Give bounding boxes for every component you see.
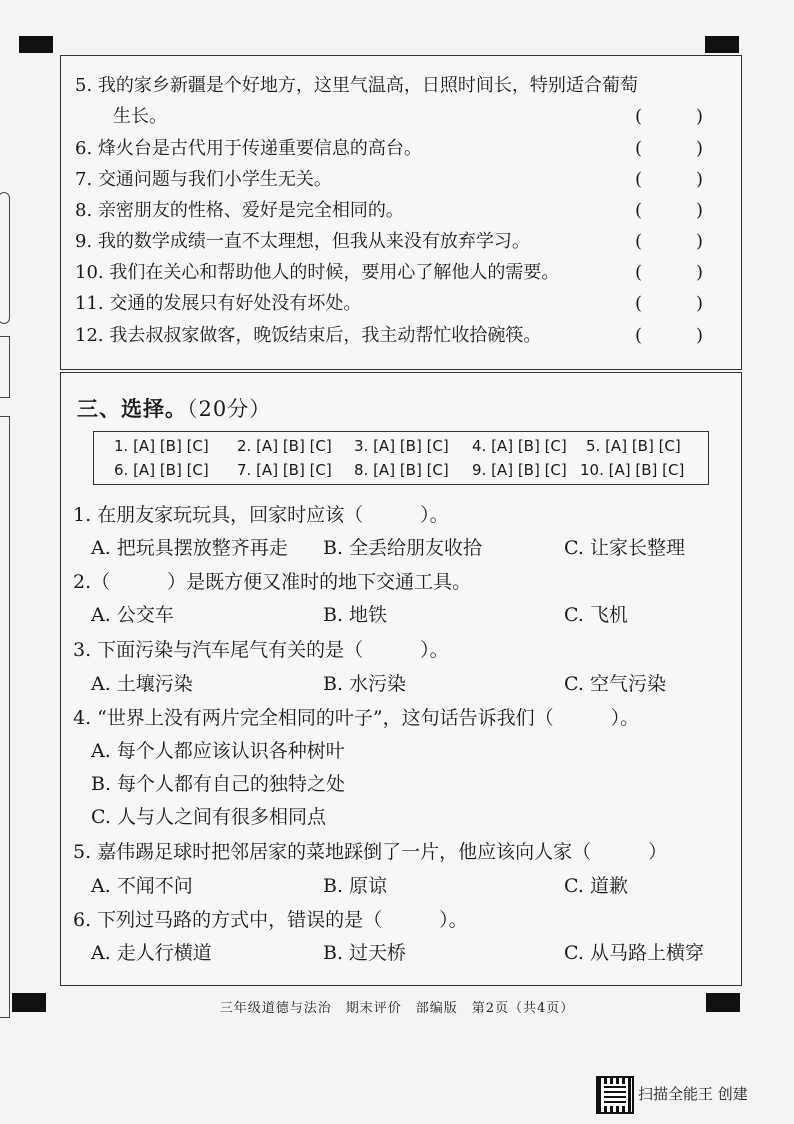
answer-paren[interactable]: ( ): [635, 325, 704, 346]
answer-sheet-grid: [93, 431, 709, 485]
option-b[interactable]: B. 过天桥: [323, 942, 407, 964]
scan-watermark: 扫描全能王 创建: [638, 1085, 748, 1103]
qr-code-icon: [596, 1076, 634, 1114]
question-stem: 5. 嘉伟踢足球时把邻居家的菜地踩倒了一片，他应该向人家（ ）: [73, 841, 668, 863]
judgment-item: 7. 交通问题与我们小学生无关。: [75, 169, 332, 190]
option-c[interactable]: C. 人与人之间有很多相同点: [91, 806, 326, 828]
option-c[interactable]: C. 从马路上横穿: [564, 942, 704, 964]
judgment-item-continued: 生长。: [113, 106, 167, 127]
option-a[interactable]: A. 土壤污染: [91, 673, 193, 695]
answer-paren[interactable]: ( ): [635, 138, 704, 159]
answer-cell[interactable]: 9. [A] [B] [C]: [472, 461, 567, 479]
answer-paren[interactable]: ( ): [635, 231, 704, 252]
answer-cell[interactable]: 2. [A] [B] [C]: [237, 437, 332, 455]
judgment-item: 6. 烽火台是古代用于传递重要信息的高台。: [75, 138, 422, 159]
section-title-text: 三、选择。: [77, 396, 187, 421]
answer-cell[interactable]: 7. [A] [B] [C]: [237, 461, 332, 479]
option-b[interactable]: B. 原谅: [323, 875, 388, 897]
section-title: [77, 393, 271, 423]
choice-panel: [60, 372, 742, 986]
registration-mark: [705, 36, 739, 53]
option-b[interactable]: B. 全丢给朋友收拾: [323, 537, 483, 559]
answer-cell[interactable]: 10. [A] [B] [C]: [580, 461, 685, 479]
option-a[interactable]: A. 走人行横道: [91, 942, 212, 964]
option-a[interactable]: A. 公交车: [91, 604, 174, 626]
answer-paren[interactable]: ( ): [635, 262, 704, 283]
option-c[interactable]: C. 飞机: [564, 604, 628, 626]
question-stem: 2.（ ）是既方便又准时的地下交通工具。: [73, 571, 472, 593]
question-stem: 4. “世界上没有两片完全相同的叶子”，这句话告诉我们（ ）。: [73, 707, 640, 729]
judgment-item: 11. 交通的发展只有好处没有坏处。: [75, 293, 362, 314]
binding-strip-fragment: [0, 192, 10, 324]
answer-cell[interactable]: 3. [A] [B] [C]: [354, 437, 449, 455]
answer-cell[interactable]: 1. [A] [B] [C]: [114, 437, 209, 455]
section-score: （20分）: [187, 397, 272, 421]
judgment-panel: [60, 55, 742, 370]
question-stem: 1. 在朋友家玩玩具，回家时应该（ ）。: [73, 504, 449, 526]
binding-strip-fragment: [0, 336, 10, 398]
judgment-item: 5. 我的家乡新疆是个好地方，这里气温高，日照时间长，特别适合葡萄: [75, 75, 638, 96]
binding-strip-fragment: [0, 416, 10, 1018]
question-stem: 6. 下列过马路的方式中，错误的是（ ）。: [73, 909, 468, 931]
answer-paren[interactable]: ( ): [635, 293, 704, 314]
question-stem: 3. 下面污染与汽车尾气有关的是（ ）。: [73, 639, 449, 661]
answer-paren[interactable]: ( ): [635, 200, 704, 221]
answer-paren[interactable]: ( ): [635, 106, 704, 127]
option-b[interactable]: B. 每个人都有自己的独特之处: [91, 773, 346, 795]
judgment-item: 8. 亲密朋友的性格、爱好是完全相同的。: [75, 200, 404, 221]
option-a[interactable]: A. 每个人都应该认识各种树叶: [91, 740, 345, 762]
answer-cell[interactable]: 8. [A] [B] [C]: [354, 461, 449, 479]
registration-mark: [19, 36, 53, 53]
option-c[interactable]: C. 空气污染: [564, 673, 666, 695]
answer-paren[interactable]: ( ): [635, 169, 704, 190]
answer-cell[interactable]: 6. [A] [B] [C]: [114, 461, 209, 479]
answer-cell[interactable]: 5. [A] [B] [C]: [586, 437, 681, 455]
judgment-item: 10. 我们在关心和帮助他人的时候，要用心了解他人的需要。: [75, 262, 560, 283]
option-c[interactable]: C. 让家长整理: [564, 537, 685, 559]
answer-cell[interactable]: 4. [A] [B] [C]: [472, 437, 567, 455]
page-footer: 三年级道德与法治 期末评价 部编版 第2页（共4页）: [219, 1001, 575, 1016]
option-b[interactable]: B. 水污染: [323, 673, 407, 695]
judgment-item: 12. 我去叔叔家做客，晚饭结束后，我主动帮忙收拾碗筷。: [75, 325, 542, 346]
option-b[interactable]: B. 地铁: [323, 604, 388, 626]
option-a[interactable]: A. 把玩具摆放整齐再走: [91, 537, 288, 559]
option-c[interactable]: C. 道歉: [564, 875, 628, 897]
option-a[interactable]: A. 不闻不问: [91, 875, 193, 897]
judgment-item: 9. 我的数学成绩一直不太理想，但我从来没有放弃学习。: [75, 231, 530, 252]
